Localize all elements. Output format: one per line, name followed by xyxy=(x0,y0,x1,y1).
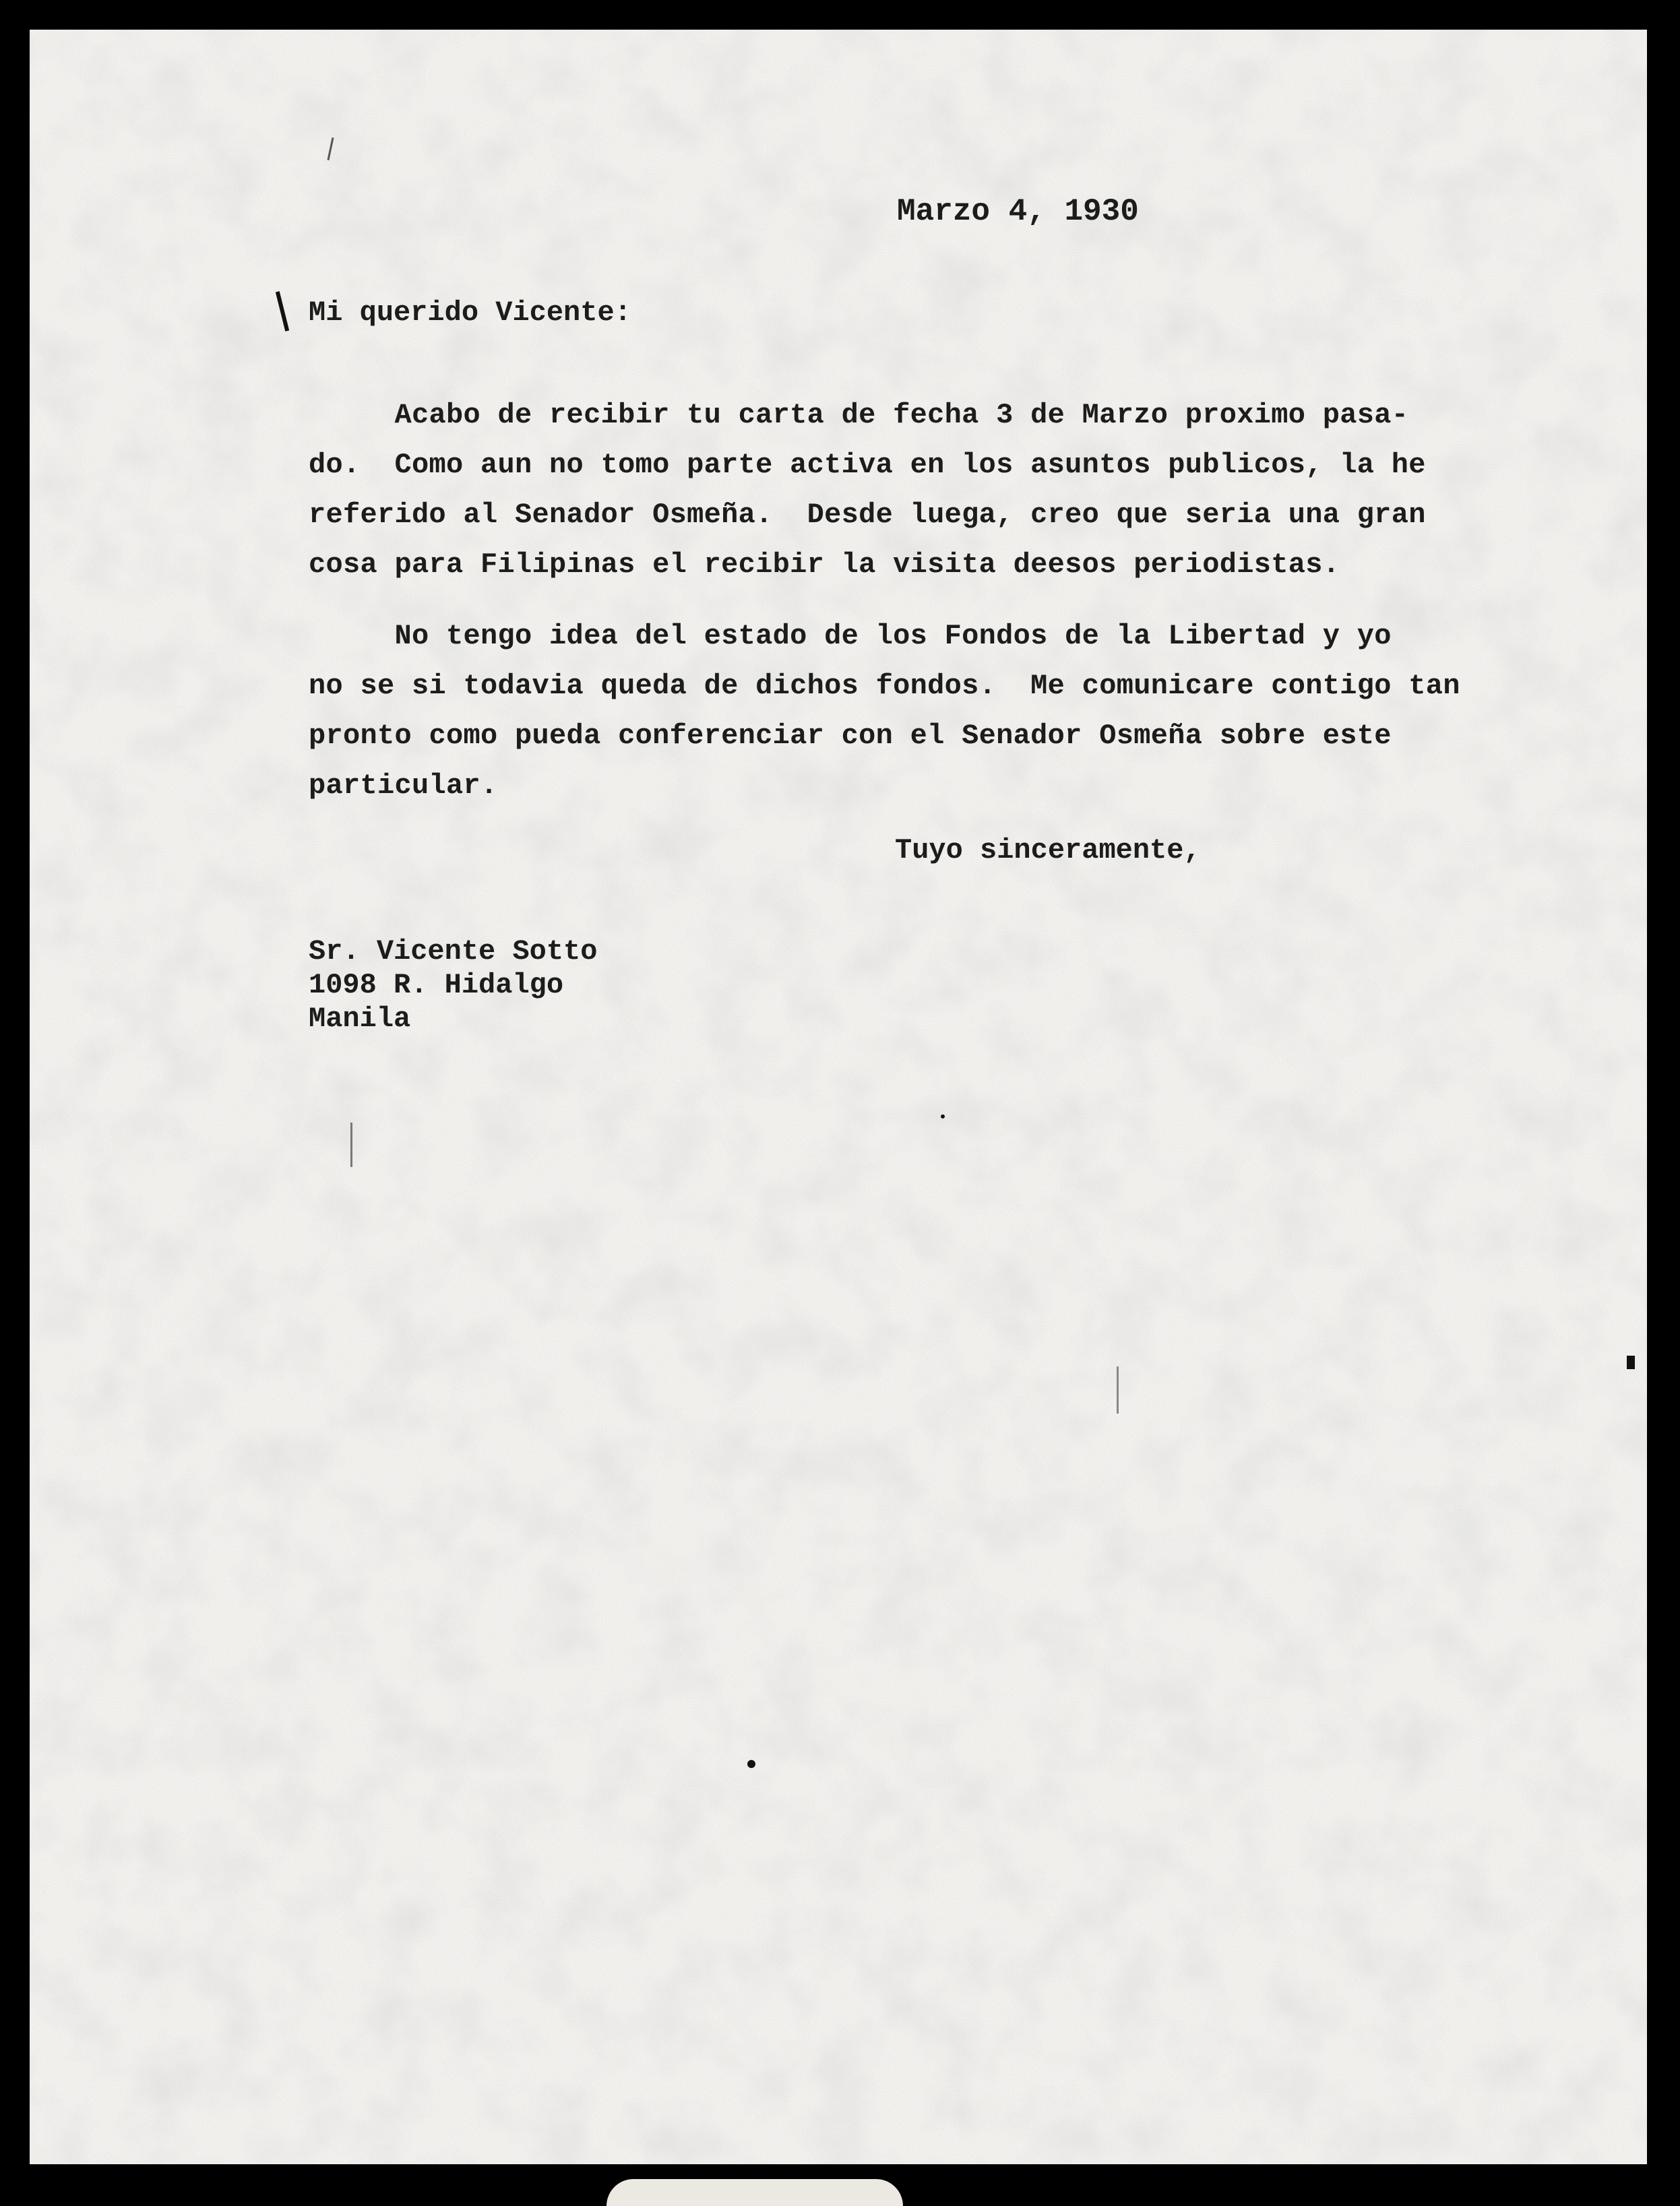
body-line: particular. xyxy=(309,769,498,802)
margin-mark xyxy=(941,1114,945,1118)
margin-mark xyxy=(747,1760,755,1768)
margin-mark xyxy=(276,291,289,332)
body-line: no se si todavia queda de dichos fondos. Me comunicare contigo tan xyxy=(309,670,1460,702)
margin-mark xyxy=(327,137,334,160)
body-line: do. Como aun no tomo parte activa en los asuntos publicos, la he xyxy=(309,449,1426,481)
recipient-street: 1098 R. Hidalgo xyxy=(309,969,564,1001)
margin-mark xyxy=(1117,1366,1119,1414)
recipient-city: Manila xyxy=(309,1003,411,1035)
salutation: Mi querido Vicente: xyxy=(309,296,631,329)
recipient-name: Sr. Vicente Sotto xyxy=(309,935,598,968)
body-line: Acabo de recibir tu carta de fecha 3 de Marzo proximo pasa- xyxy=(309,399,1409,431)
folder-tab xyxy=(606,2179,903,2206)
margin-mark xyxy=(350,1123,352,1167)
body-line: No tengo idea del estado de los Fondos de la Libertad y yo xyxy=(309,620,1392,652)
paper-texture xyxy=(30,30,1647,2164)
body-line: referido al Senador Osmeña. Desde luega, creo que seria una gran xyxy=(309,499,1426,531)
letter-page xyxy=(30,30,1647,2164)
closing: Tuyo sinceramente, xyxy=(895,834,1201,866)
margin-mark xyxy=(1627,1356,1635,1369)
body-line: pronto como pueda conferenciar con el Senador Osmeña sobre este xyxy=(309,720,1392,752)
letter-date: Marzo 4, 1930 xyxy=(897,194,1139,229)
body-line: cosa para Filipinas el recibir la visita deesos periodistas. xyxy=(309,548,1340,581)
